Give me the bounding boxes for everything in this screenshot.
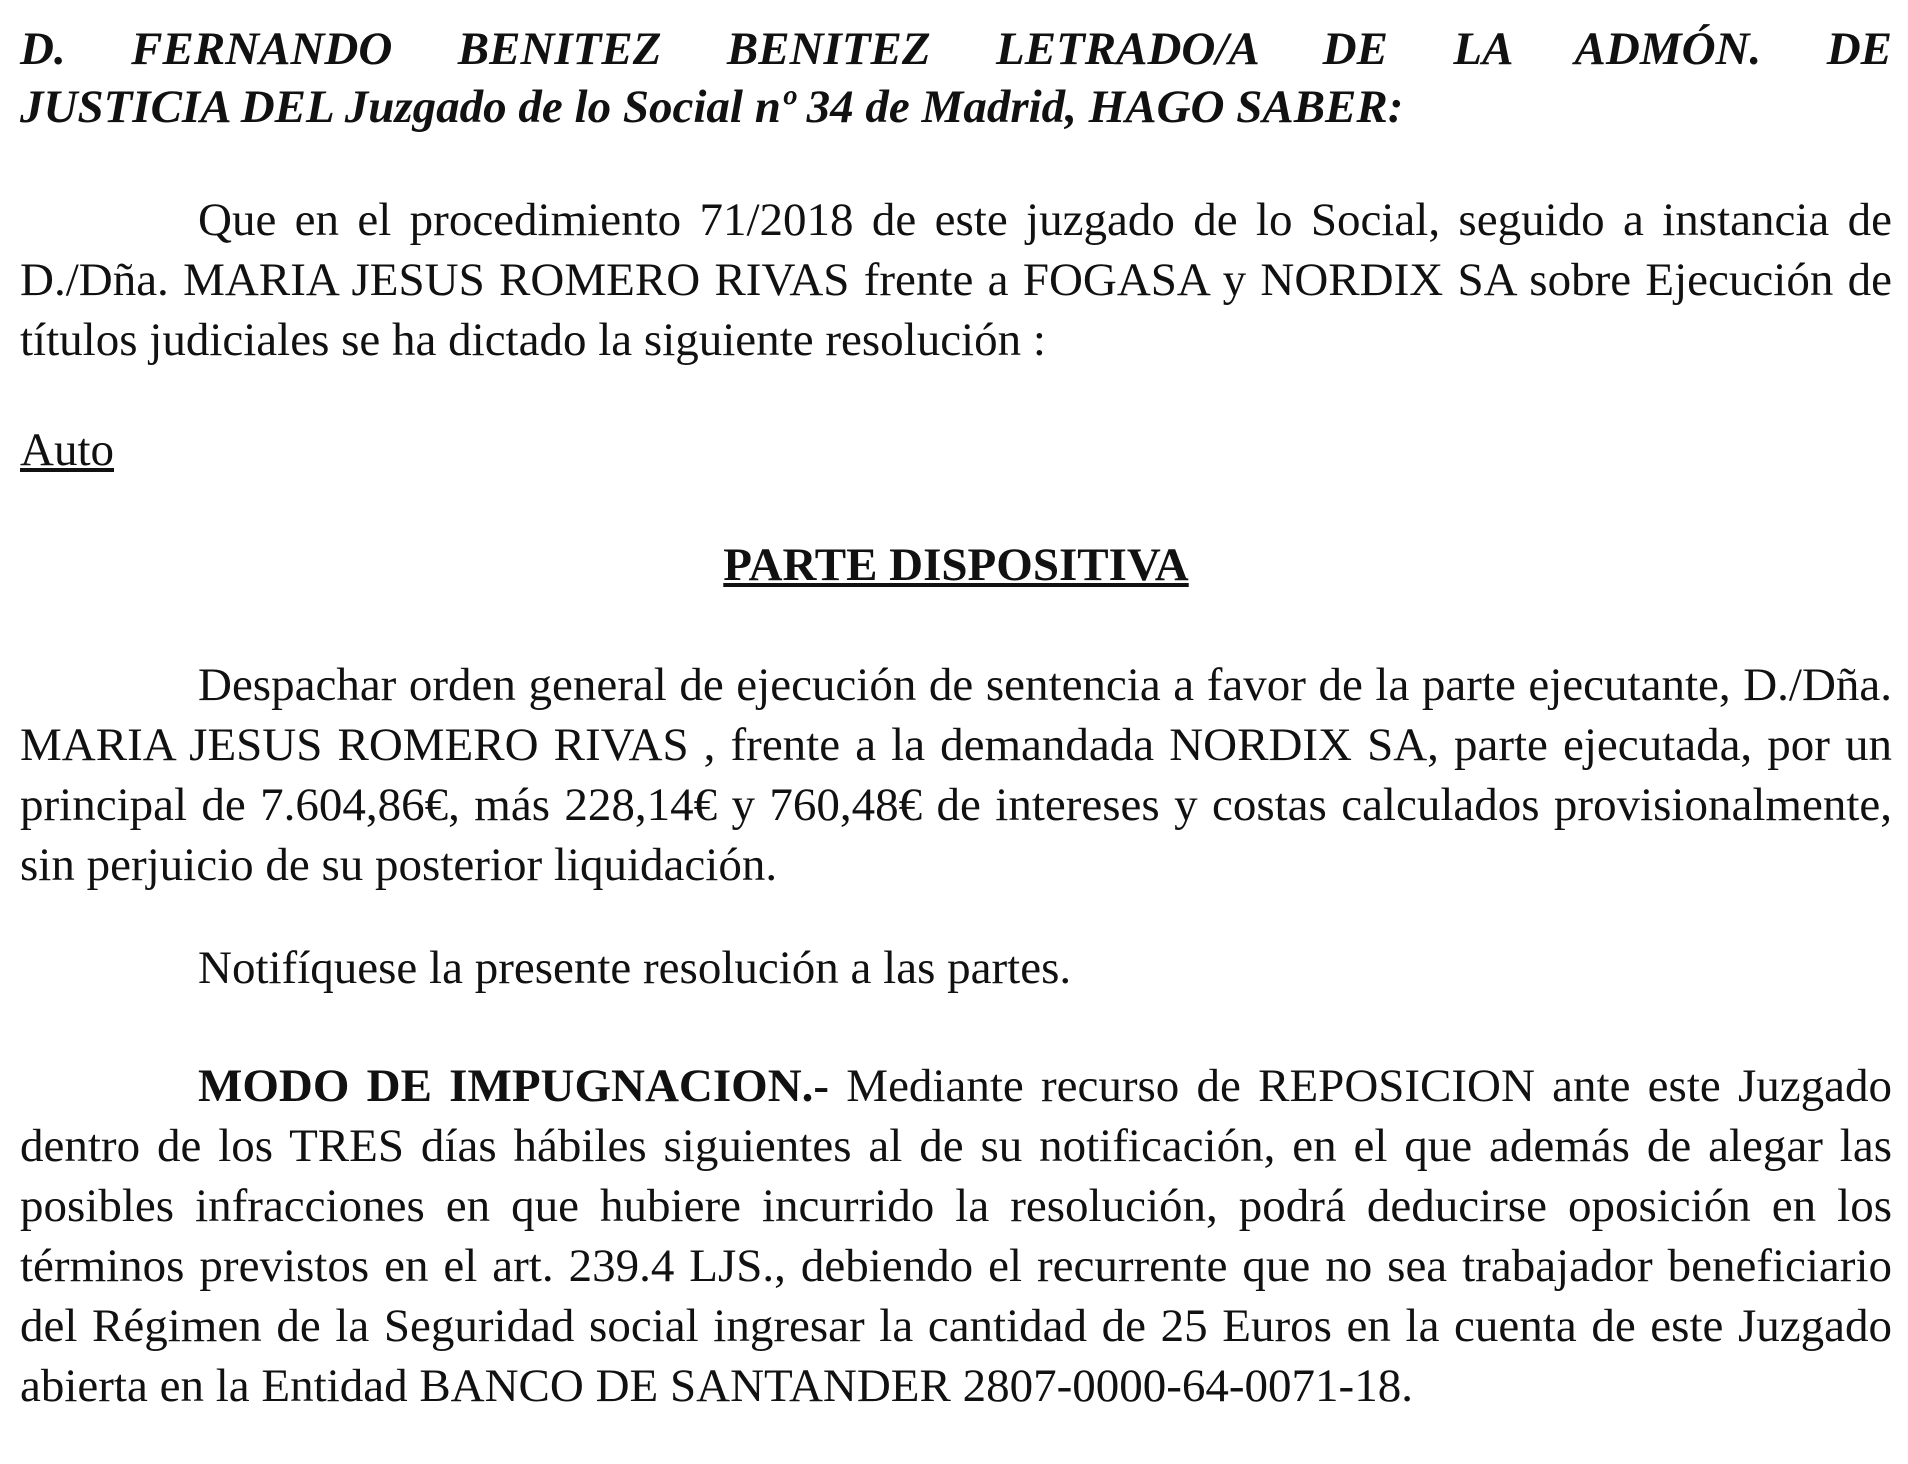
impugnacion-text: Mediante recurso de REPOSICION ante este Juzgado dentro de los TRES días hábiles siguientes al de su notificación, en el que además de alegar las posibles infracciones en que hubiere incurrido la resolución, podrá deducirse oposición en los términos previstos en el art. 239.4 LJS., debiendo el recurrente que no sea trabajador beneficiario del Régimen de la Seguridad social ingresar la cantidad de 25 Euros en la cuenta de este Juzgado abierta en la Entidad BANCO DE SANTANDER 2807-0000-64-0071-18.	[20, 1060, 1892, 1412]
notify-paragraph: Notifíquese la presente resolución a las partes.	[198, 942, 1072, 994]
header-line-1: D. FERNANDO BENITEZ BENITEZ LETRADO/A DE LA ADMÓN. DE	[20, 23, 1892, 75]
dispositive-paragraph: Despachar orden general de ejecución de sentencia a favor de la parte ejecutante, D./Dña. MARIA JESUS ROMERO RIVAS , frente a la demandada NORDIX SA, parte ejecutada, por un principal de 7.604,86€, más 228,14€ y 760,48€ de intereses y costas calculados provisionalmente, sin perjuicio de su posterior liquidación.	[20, 659, 1892, 891]
section-title: PARTE DISPOSITIVA	[723, 539, 1189, 591]
intro-paragraph: Que en el procedimiento 71/2018 de este juzgado de lo Social, seguido a instancia de D./Dña. MARIA JESUS ROMERO RIVAS frente a FOGASA y NORDIX SA sobre Ejecución de títulos judiciales se ha dictado la siguiente resolución :	[20, 194, 1892, 366]
document-header	[20, 20, 1892, 136]
auto-label: Auto	[20, 424, 114, 476]
impugnacion-paragraph	[20, 1056, 1892, 1416]
header-line-2: JUSTICIA DEL Juzgado de lo Social nº 34 de Madrid, HAGO SABER:	[20, 81, 1404, 133]
impugnacion-heading: MODO DE IMPUGNACION.-	[198, 1060, 830, 1112]
